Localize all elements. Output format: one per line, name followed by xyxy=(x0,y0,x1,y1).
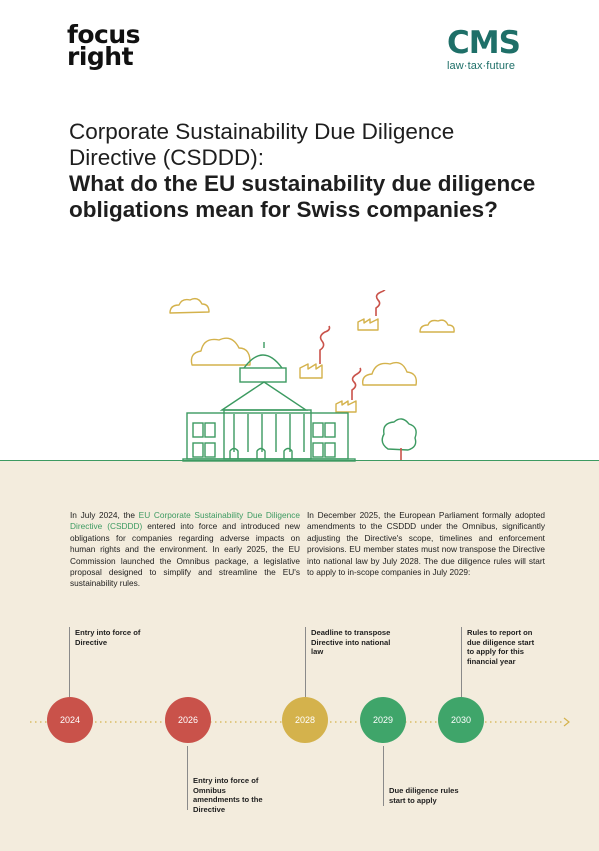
factory-icon xyxy=(358,319,378,330)
title-line-2: Directive (CSDDD): xyxy=(69,145,265,170)
cms-logo-mark: CMS xyxy=(447,25,520,61)
logo-line-1: focus xyxy=(67,20,141,49)
logo-line-2: right xyxy=(67,42,134,71)
connector-2026 xyxy=(187,746,188,810)
year-2024-label: 2024 xyxy=(59,715,81,725)
intro-left-pre: In July 2024, the xyxy=(70,510,139,520)
event-2026: Entry into force of Omnibus amendments to the Directive xyxy=(193,776,263,814)
year-2026-circle xyxy=(165,697,211,743)
year-2029-label: 2029 xyxy=(372,715,394,725)
cloud-icon xyxy=(170,299,209,313)
connector-2024 xyxy=(69,627,70,697)
focus-right-logo xyxy=(67,20,141,71)
cloud-icon xyxy=(420,320,454,332)
year-2030-label: 2030 xyxy=(450,715,472,725)
year-2028-label: 2028 xyxy=(294,715,316,725)
year-2026-label: 2026 xyxy=(177,715,199,725)
building-illustration xyxy=(0,290,599,465)
year-2030-circle xyxy=(438,697,484,743)
smoke-icon xyxy=(320,326,330,364)
factory-icon xyxy=(300,364,322,378)
smoke-icon xyxy=(376,290,386,316)
cloud-icon xyxy=(191,338,250,365)
cms-logo xyxy=(447,25,537,72)
cloud-icon xyxy=(363,363,417,385)
connector-2030 xyxy=(461,627,462,697)
title-question: What do the EU sustainability due diligence obligations mean for Swiss companies? xyxy=(69,171,536,222)
year-2028-circle xyxy=(282,697,328,743)
intro-right-column: In December 2025, the European Parliament formally adopted amendments to the CSDDD under the Omnibus, significantly adjusting the Directive's scope, timelines and enforcement provisions. EU member states must now transpose the Directive into national law by July 2028. The due diligence rules will start to apply to in-scope companies in July 2029: xyxy=(307,510,545,578)
csddd-link[interactable]: EU Corporate Sustainability Due Diligence Directive (CSDDD) xyxy=(70,510,300,532)
tree-icon xyxy=(382,419,416,450)
title-line-1: Corporate Sustainability Due Diligence xyxy=(69,119,455,144)
cms-logo-tagline: law·tax·future xyxy=(447,60,516,72)
event-2030: Rules to report on due diligence start to apply for this financial year xyxy=(467,628,535,666)
event-2024: Entry into force of Directive xyxy=(75,628,141,647)
connector-2029 xyxy=(383,746,384,806)
event-2029: Due diligence rules start to apply xyxy=(389,786,459,805)
ground-line xyxy=(0,460,599,461)
intro-left-column xyxy=(70,510,300,590)
smoke-icon xyxy=(352,368,361,400)
year-2024-circle xyxy=(47,697,93,743)
event-2028: Deadline to transpose Directive into national law xyxy=(311,628,391,656)
year-2029-circle xyxy=(360,697,406,743)
factory-icon xyxy=(336,401,356,412)
connector-2028 xyxy=(305,627,306,697)
intro-left-post: entered into force and introduced new obligations for companies regarding adverse impacts on human rights and the environment. In early 2025, the EU Commission launched the Omnibus package, a legislative proposal designed to simplify and streamline the EU's sustainability rules. xyxy=(70,521,300,589)
page-title xyxy=(69,119,549,223)
